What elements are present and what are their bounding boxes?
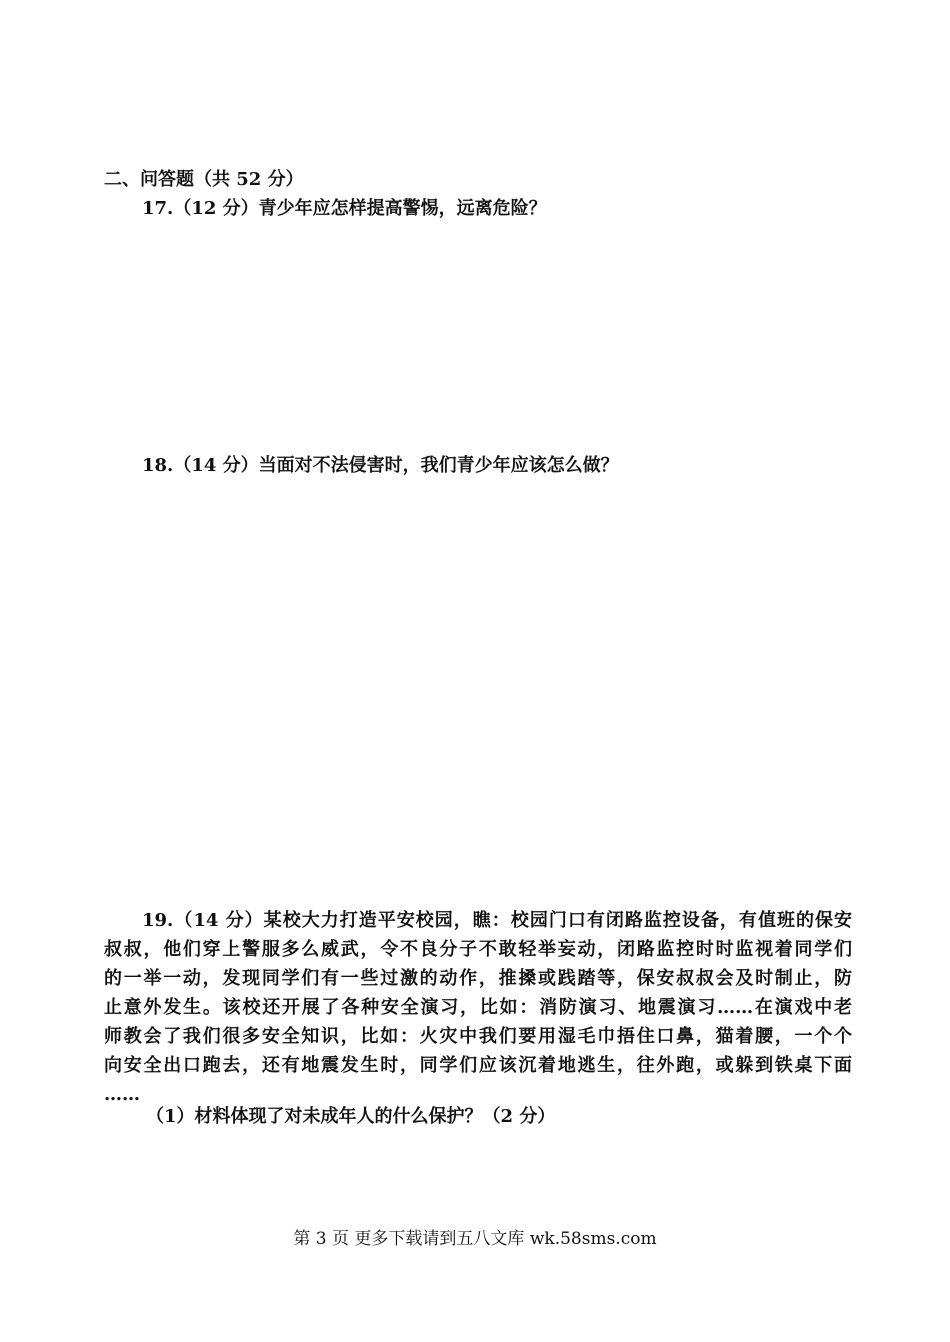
question-19-line: 止意外发生。该校还开展了各种安全演习，比如：消防演习、地震演习……在演戏中老 — [104, 997, 852, 1018]
question-19-line: 向安全出口跑去，还有地震发生时，同学们应该沉着地逃生，往外跑，或躲到铁桌下面 — [104, 1055, 852, 1076]
question-18: 18.（14 分）当面对不法侵害时，我们青少年应该怎么做？ — [142, 455, 619, 476]
question-19-line: 19.（14 分）某校大力打造平安校园，瞧：校园门口有闭路监控设备，有值班的保安 — [142, 910, 852, 931]
question-19-line: …… — [104, 1084, 140, 1105]
section-title: 二、问答题（共 52 分） — [104, 169, 304, 190]
question-19-line: 叔叔，他们穿上警服多么威武，令不良分子不敢轻举妄动，闭路监控时时监视着同学们 — [104, 939, 852, 960]
question-19-material — [104, 906, 852, 1109]
question-17: 17.（12 分）青少年应怎样提高警惕，远离危险？ — [142, 198, 547, 219]
question-19-sub-1: （1）材料体现了对未成年人的什么保护？（2 分） — [146, 1106, 556, 1127]
question-19-line: 师教会了我们很多安全知识，比如：火灾中我们要用湿毛巾捂住口鼻，猫着腰，一个个 — [104, 1026, 852, 1047]
page-footer: 第 3 页 更多下载请到五八文库 wk.58sms.com — [293, 1229, 657, 1249]
question-19-line: 的一举一动，发现同学们有一些过激的动作，推搡或践踏等，保安叔叔会及时制止，防 — [104, 968, 852, 989]
